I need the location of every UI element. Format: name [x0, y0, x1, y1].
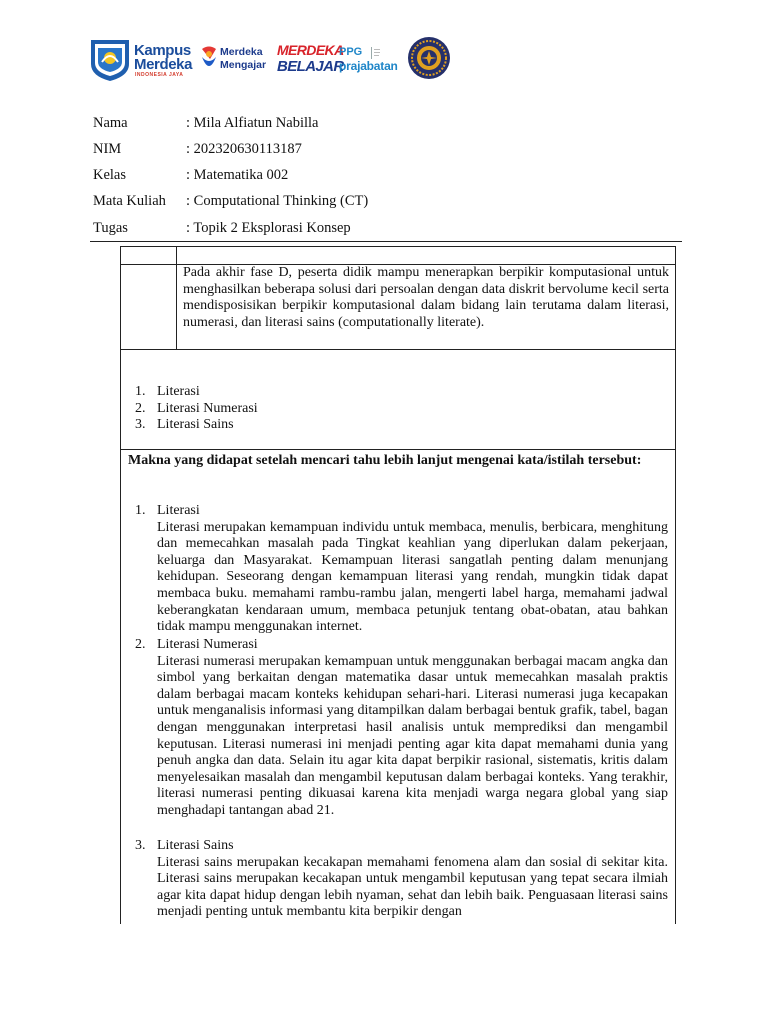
row-divider [121, 449, 675, 450]
merdeka-belajar-line1: MERDEKA [277, 42, 344, 58]
identity-label: NIM [93, 141, 122, 157]
identity-value: : 202320630113187 [186, 141, 302, 157]
ppg-text: PPG [339, 46, 363, 58]
keyword-number: 1. [135, 384, 146, 399]
identity-label: Mata Kuliah [93, 193, 166, 209]
merdeka-belajar-line2: BELAJAR [277, 58, 344, 75]
keyword-text: Literasi Numerasi [157, 401, 258, 416]
section-number: 2. [135, 637, 146, 652]
section-body: Literasi numerasi merupakan kemampuan untuk menggunakan berbagai macam angka dan simbol yang berkaitan dengan matematika dasar untuk memecahkan masalah praktis dalam berbagai macam konteks kehidupan sehari-hari. Literasi numerasi juga kecapakan untuk menganalisis informasi yang ditampilkan dalam berbagai bentuk grafik, tabel, bagan dengan menggunakan interpretasi hasil analisis untuk memprediksi dan mengambil keputusan. Literasi numerasi ini menjadi penting agar kita dapat memahami dunia yang penuh angka dan data. Selain itu agar kita dapat berpikir rasional, sistematis, kritis dalam menyelesaikan masalah dan mengambil keputusan dalam berbagai konteks. Yang terakhir, literasi numerasi penting dikuasai karena kita menjadi warga negara global yang siap menghadapi tantangan abad 21. [157, 653, 668, 818]
identity-label: Nama [93, 115, 128, 131]
kampus-text: Kampus [134, 42, 191, 59]
merdeka-text: Merdeka [134, 56, 193, 73]
section-title: Literasi Numerasi [157, 637, 258, 652]
section-body: Literasi merupakan kemampuan individu untuk membaca, menulis, berbicara, menghitung dan memecahkan masalah pada Tingkat keahlian yang diperlukan dalam pekerjaan, keluarga dan Masyarakat. Kemampuan literasi sangatlah penting dalam menunjang kehidupan. Seseorang dengan kemampuan literasi yang rendah, mungkin tidak dapat membaca buku. memahami rambu-rambu jalan, mengerti label harga, memahami jadwal keberangkatan kendaraan umum, membaca petunjuk tentang obat-obatan, atau bahkan tidak mampu menggunakan internet. [157, 519, 668, 635]
keyword-number: 3. [135, 417, 146, 432]
section-number: 3. [135, 838, 146, 853]
university-seal-icon [407, 36, 451, 80]
ppg-mark-icon [371, 47, 381, 59]
keyword-number: 2. [135, 401, 146, 416]
meaning-heading: Makna yang didapat setelah mencari tahu lebih lanjut mengenai kata/istilah tersebut: [128, 453, 642, 468]
identity-value: : Mila Alfiatun Nabilla [186, 115, 319, 131]
logo-bar [88, 34, 468, 84]
merdeka-mengajar-line1: Merdeka [220, 46, 263, 58]
capaian-paragraph: Pada akhir fase D, peserta didik mampu menerapkan berpikir komputasional untuk menghasilkan beberapa solusi dari persoalan dengan data diskrit bervolume kecil serta mendisposisikan berpikir komputasional dalam bidang lain terutama dalam literasi, numerasi, dan literasi sains (computationally literate). [183, 265, 669, 330]
section-title: Literasi Sains [157, 838, 234, 853]
section-number: 1. [135, 503, 146, 518]
merdeka-mengajar-line2: Mengajar [220, 59, 267, 71]
keyword-text: Literasi Sains [157, 417, 234, 432]
identity-value: : Computational Thinking (CT) [186, 193, 369, 209]
identity-label: Tugas [93, 220, 128, 236]
section-body: Literasi sains merupakan kecakapan memahami fenomena alam dan sosial di sekitar kita. Literasi sains merupakan kecakapan untuk mengambil keputusan yang tepat secara ilmiah agar kita dapat hidup dengan lebih nyaman, sehat dan lebih baik. Penguasaan literasi sains menjadi penting untuk membantu kita berpikir dengan [157, 854, 668, 920]
identity-label: Kelas [93, 167, 127, 183]
kampus-merdeka-logo [88, 36, 200, 82]
column-divider [176, 247, 177, 350]
row-divider [121, 349, 675, 350]
inner-capaian-table [121, 247, 675, 350]
university-seal-logo [407, 36, 451, 80]
section-title: Literasi [157, 503, 200, 518]
kampus-tagline: INDONESIA JAYA [135, 72, 184, 78]
identity-value: : Topik 2 Eksplorasi Konsep [186, 220, 351, 236]
tut-wuri-handayani-icon [88, 36, 132, 82]
identity-value: : Matematika 002 [186, 167, 289, 183]
prajabatan-text: prajabatan [339, 59, 398, 73]
keyword-text: Literasi [157, 384, 200, 399]
merdeka-mengajar-icon [200, 45, 218, 75]
header-divider [90, 241, 682, 242]
merdeka-mengajar-logo [200, 42, 280, 78]
content-table [120, 246, 676, 924]
merdeka-belajar-logo [277, 40, 344, 80]
ppg-prajabatan-logo [339, 42, 405, 78]
